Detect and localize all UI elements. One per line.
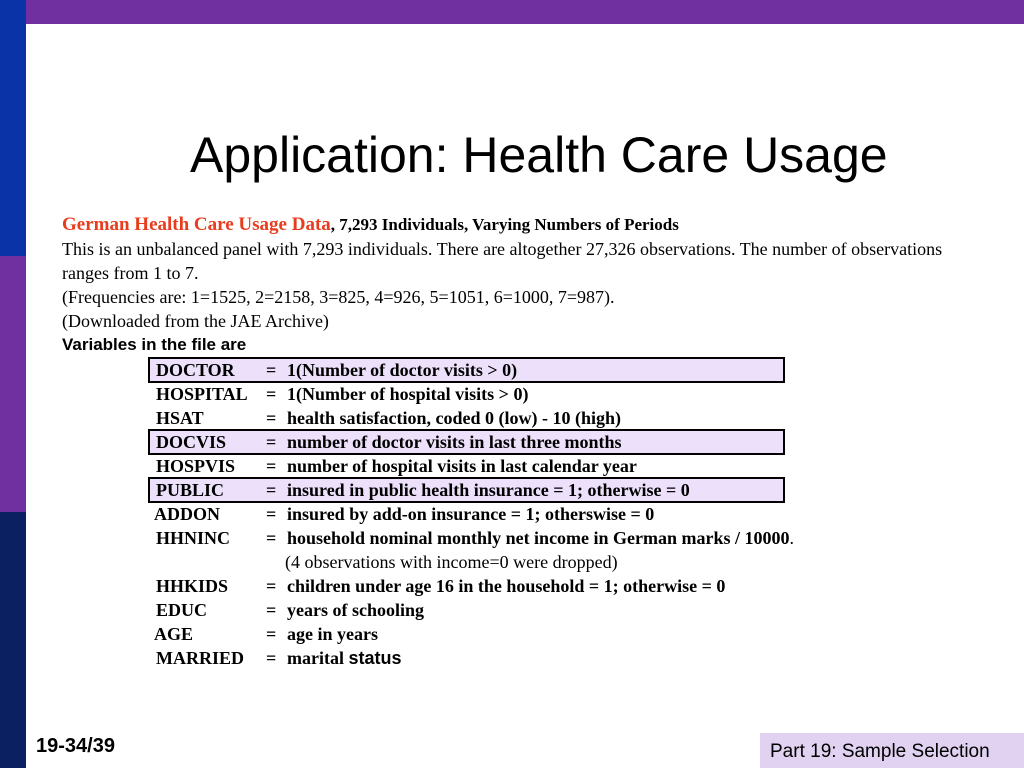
variable-equals: = (266, 528, 277, 548)
variable-name: ADDON (154, 504, 220, 524)
variable-row-doctor (148, 358, 848, 382)
variable-row-educ (148, 598, 848, 622)
variable-description-tail: status (348, 648, 402, 668)
income-note-row (148, 550, 848, 574)
variable-name: MARRIED (156, 648, 244, 668)
variable-description-wrap (287, 646, 402, 670)
income-note: (4 observations with income=0 were dropped) (285, 552, 618, 572)
variable-description-suffix: . (789, 528, 795, 548)
variable-description: years of schooling (287, 600, 424, 620)
variable-equals: = (266, 432, 277, 452)
left-strip-blue (0, 0, 26, 256)
variables-table (148, 358, 848, 670)
variable-description: number of hospital visits in last calendar year (287, 456, 637, 476)
variable-equals: = (266, 480, 277, 500)
slide-title: Application: Health Care Usage (190, 127, 888, 183)
variable-description: 1(Number of doctor visits > 0) (287, 360, 518, 380)
frequencies-paragraph: (Frequencies are: 1=1525, 2=2158, 3=825, 4=926, 5=1051, 6=1000, 7=987). (62, 287, 615, 307)
variable-equals: = (266, 624, 277, 644)
variable-description-wrap (287, 526, 794, 550)
description-paragraph: This is an unbalanced panel with 7,293 individuals. There are altogether 27,326 observations. The number of observations ranges from 1 to 7. (62, 239, 943, 283)
variable-row-addon (148, 502, 848, 526)
data-heading-red: German Health Care Usage Data (62, 214, 331, 235)
variable-description: insured in public health insurance = 1; otherwise = 0 (287, 480, 690, 500)
variable-row-hhkids (148, 574, 848, 598)
variable-description: health satisfaction, coded 0 (low) - 10 (high) (287, 408, 621, 428)
variable-name: HHNINC (156, 528, 231, 548)
data-heading-rest: , 7,293 Individuals, Varying Numbers of Periods (330, 215, 679, 234)
variables-heading: Variables in the file are (62, 335, 247, 354)
variable-row-docvis (148, 430, 848, 454)
variable-equals: = (266, 504, 277, 524)
variable-equals: = (266, 360, 277, 380)
variable-name: DOCVIS (156, 432, 227, 452)
variable-name: HHKIDS (156, 576, 229, 596)
variable-name: PUBLIC (156, 480, 225, 500)
intro-block (62, 212, 992, 357)
variable-row-hospital (148, 382, 848, 406)
top-accent-bar (0, 0, 1024, 24)
variable-row-age (148, 622, 848, 646)
data-heading (62, 212, 992, 237)
variable-row-public (148, 478, 848, 502)
source-paragraph: (Downloaded from the JAE Archive) (62, 311, 329, 331)
variable-name: AGE (154, 624, 194, 644)
variable-equals: = (266, 384, 277, 404)
variable-description: household nominal monthly net income in German marks / 10000 (287, 528, 790, 548)
variable-name: HOSPVIS (156, 456, 236, 476)
variable-description: insured by add-on insurance = 1; otherswise = 0 (287, 504, 655, 524)
variable-description: 1(Number of hospital visits > 0) (287, 384, 529, 404)
variable-name: EDUC (156, 600, 208, 620)
variable-description: number of doctor visits in last three months (287, 432, 622, 452)
left-strip-purple (0, 256, 26, 512)
left-accent-strip (0, 0, 26, 768)
variable-equals: = (266, 576, 277, 596)
section-footer: Part 19: Sample Selection (760, 733, 1024, 768)
variable-row-married (148, 646, 848, 670)
variable-row-hhninc (148, 526, 848, 550)
left-strip-navy (0, 512, 26, 768)
variable-name: HSAT (156, 408, 204, 428)
variable-description: children under age 16 in the household = 1; otherwise = 0 (287, 576, 726, 596)
variable-row-hsat (148, 406, 848, 430)
variable-name: DOCTOR (156, 360, 235, 380)
variable-row-hospvis (148, 454, 848, 478)
variable-equals: = (266, 600, 277, 620)
slide-page-number: 19-34/39 (36, 735, 115, 757)
variable-name: HOSPITAL (156, 384, 248, 404)
variable-equals: = (266, 648, 277, 668)
variable-equals: = (266, 456, 277, 476)
variable-description: age in years (287, 624, 378, 644)
variable-equals: = (266, 408, 277, 428)
variable-description: marital (287, 648, 344, 668)
